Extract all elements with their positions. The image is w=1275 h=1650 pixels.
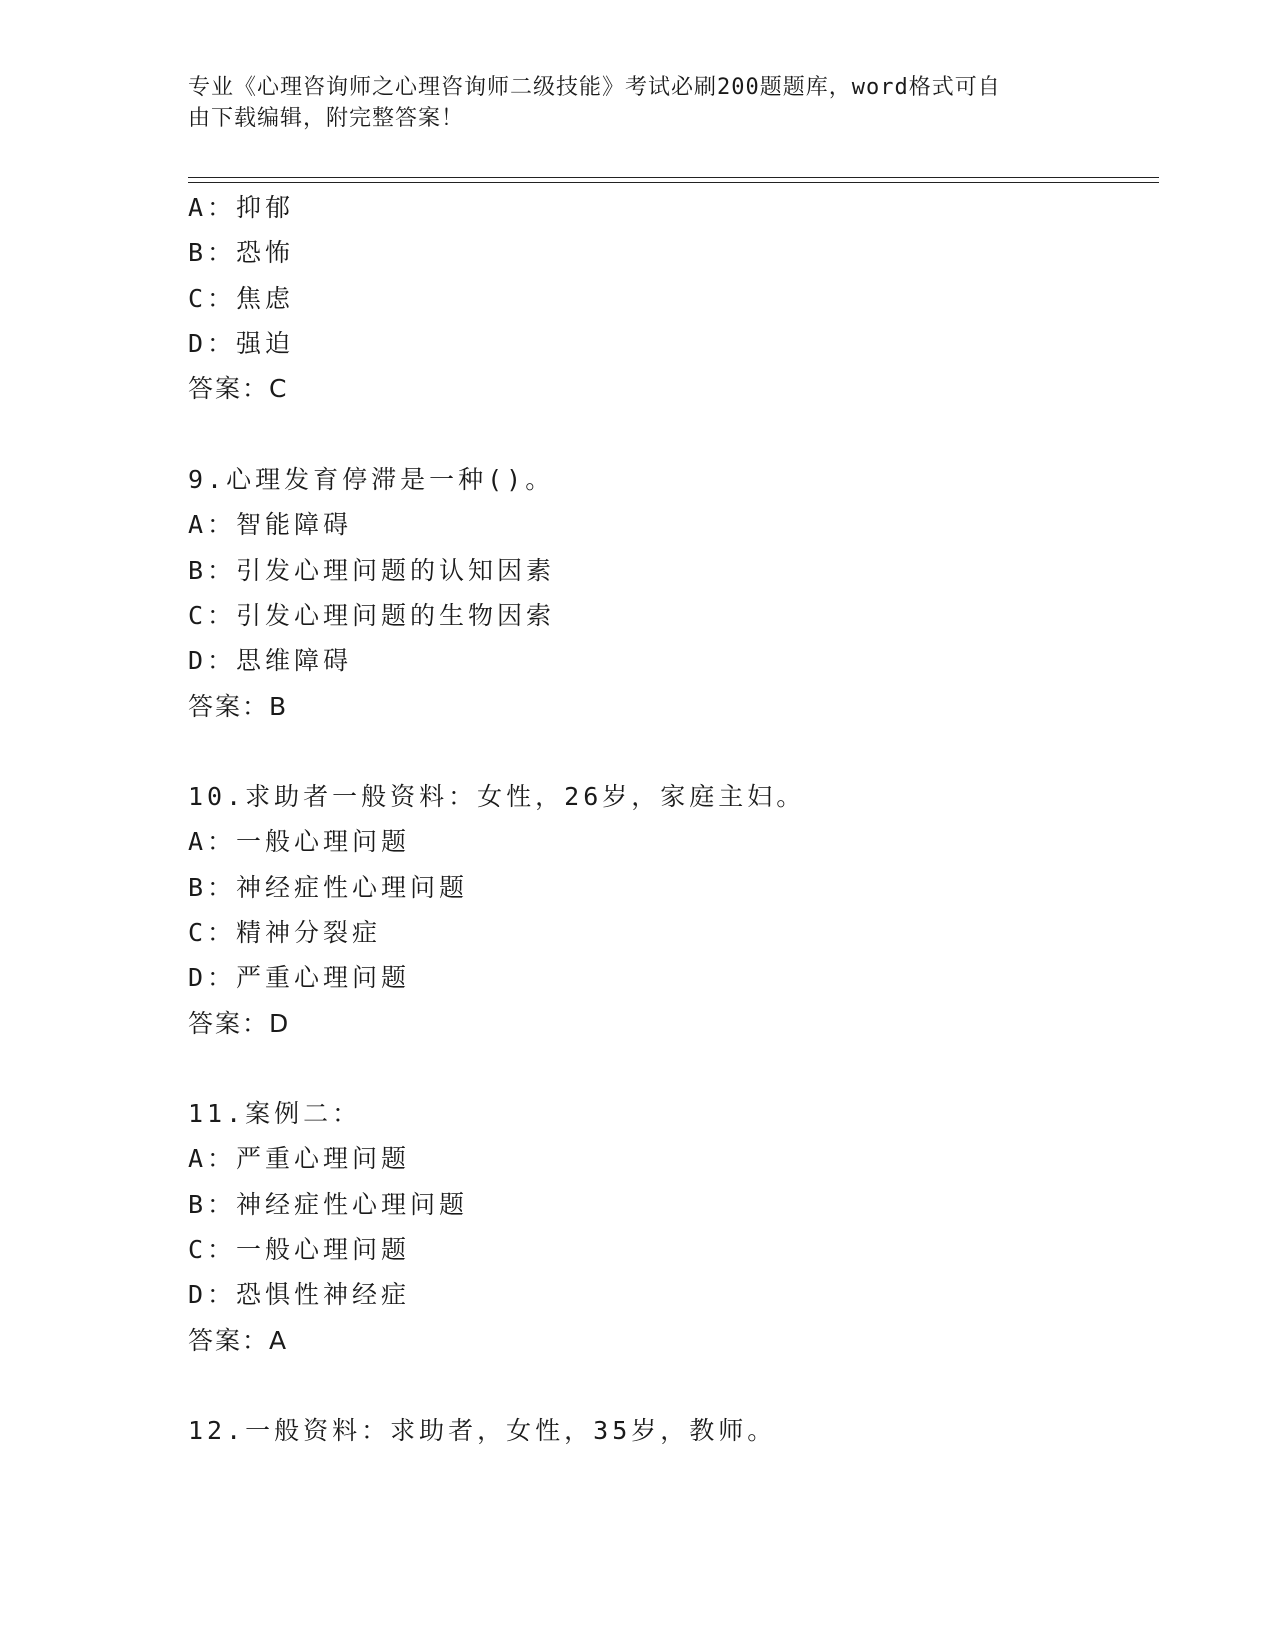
option-d: D：强迫 (188, 329, 295, 358)
question-stem: 9.心理发育停滞是一种()。 (188, 465, 555, 494)
option-a: A：一般心理问题 (188, 827, 411, 856)
option-a: A：严重心理问题 (188, 1144, 411, 1173)
answer-line: 答案：D (188, 1009, 291, 1038)
option-d: D：思维障碍 (188, 646, 353, 675)
option-b: B：恐怖 (188, 238, 295, 267)
option-a: A：智能障碍 (188, 510, 353, 539)
option-b: B：引发心理问题的认知因素 (188, 556, 556, 585)
option-d: D：严重心理问题 (188, 963, 411, 992)
option-a: A：抑郁 (188, 193, 295, 222)
option-c: C：一般心理问题 (188, 1235, 411, 1264)
question-stem: 12.一般资料：求助者，女性，35岁，教师。 (188, 1416, 777, 1445)
option-b: B：神经症性心理问题 (188, 1190, 469, 1219)
option-c: C：精神分裂症 (188, 918, 382, 947)
option-c: C：引发心理问题的生物因索 (188, 601, 556, 630)
option-b: B：神经症性心理问题 (188, 873, 469, 902)
answer-line: 答案：C (188, 374, 289, 403)
header-divider-top (188, 177, 1159, 178)
option-c: C：焦虑 (188, 284, 295, 313)
header-divider-bottom (188, 182, 1159, 183)
header-line-2: 由下载编辑，附完整答案！ (188, 106, 465, 131)
answer-line: 答案：B (188, 692, 289, 721)
header-line-1: 专业《心理咨询师之心理咨询师二级技能》考试必刷200题题库，word格式可自 (188, 75, 1001, 100)
question-stem: 10.求助者一般资料：女性，26岁，家庭主妇。 (188, 782, 806, 811)
option-d: D：恐惧性神经症 (188, 1280, 411, 1309)
answer-line: 答案：A (188, 1326, 289, 1355)
document-header (188, 72, 1088, 134)
question-stem: 11.案例二： (188, 1099, 362, 1128)
